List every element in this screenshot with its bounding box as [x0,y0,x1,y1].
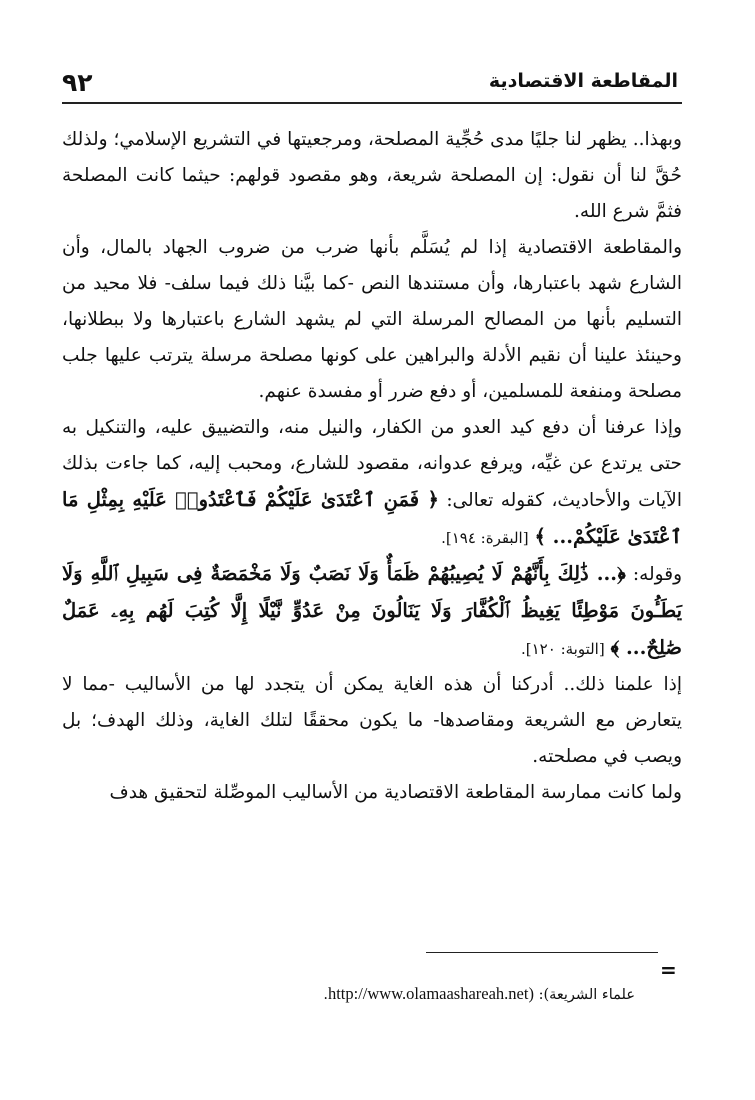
running-title: المقاطعة الاقتصادية [488,70,678,92]
footnote-suffix: . [323,987,328,1003]
footnote-source: علماء الشريعة): [533,987,635,1003]
paragraph-3 [62,410,682,556]
paragraph-2: والمقاطعة الاقتصادية إذا لم يُسَلَّم بأنها ضرب من ضروب الجهاد بالمال، وأن الشارع شهد باعتبارها، وأن مستندها النص -كما بيَّنا ذلك فيما سلف- فلا محيد من التسليم بأنها من المصالح المرسلة التي لم يشهد الشارع باعتبارها ولا ببطلانها، وحينئذ علينا أن نقيم الأدلة والبراهين على كونها مصلحة مرسلة يترتب عليها جلب مصلحة ومنفعة للمسلمين، أو دفع ضرر أو مفسدة عنهم. [62,237,682,402]
paragraph-3-text: وإذا عرفنا أن دفع كيد العدو من الكفار، والنيل منه، والتضييق عليه، والتنكيل به حتى يرتدع عن غيِّه، ويرفع عدوانه، مقصود للشارع، ومحبب إليه، كما جاءت بذلك الآيات والأحاديث، كقوله تعالى: [62,417,682,511]
page-header [62,62,682,104]
body-text [62,122,682,811]
quran-verse-tawbah: ﴿... ذَٰلِكَ بِأَنَّهُمْ لَا يُصِيبُهُمْ ظَمَأٌ وَلَا نَصَبٌ وَلَا مَخْمَصَةٌ فِى سَبِيلِ ٱللَّهِ وَلَا يَطَـُٔونَ مَوْطِئًا يَغِيظُ ٱلْكُفَّارَ وَلَا يَنَالُونَ مِنْ عَدُوٍّ نَّيْلًا إِلَّا كُتِبَ لَهُم بِهِۦ عَمَلٌ صَٰلِحٌ... ﴾ [62,562,682,659]
paragraph-4-text: وقوله: [632,564,683,585]
paragraph-6: ولما كانت ممارسة المقاطعة الاقتصادية من الأساليب الموصِّلة لتحقيق هدف [109,782,682,803]
page-number: ٩٢ [62,68,93,97]
quran-verse-baqarah: ﴿ فَمَنِ ٱعْتَدَىٰ عَلَيْكُمْ فَٱعْتَدُوا۟ عَلَيْهِ بِمِثْلِ مَا ٱعْتَدَىٰ عَلَيْكُمْ... ﴾ [62,488,682,548]
footnote-divider [426,952,658,953]
verse-reference-tawbah: [التوبة: ١٢٠]. [521,640,605,658]
footnote-continuation-mark: = [660,958,677,982]
paragraph-5: إذا علمنا ذلك.. أدركنا أن هذه الغاية يمكن أن يتجدد لها من الأساليب -مما لا يتعارض مع الشريعة ومقاصدها- ما يكون محققًا لتلك الغاية، وذلك الهدف؛ بل ويصب في مصلحته. [62,674,682,767]
footnote-url: (http://www.olamaashareah.net [327,984,534,1003]
paragraph-1: وبهذا.. يظهر لنا جليًا مدى حُجِّية المصلحة، ومرجعيتها في التشريع الإسلامي؛ ولذلك حُقَّ لنا أن نقول: إن المصلحة شريعة، وهو مقصود قولهم: حيثما كانت المصلحة فثمَّ شرع الله. [62,129,682,222]
footnote [323,984,635,1004]
paragraph-4 [62,556,682,667]
verse-reference-baqarah: [البقرة: ١٩٤]. [441,529,529,547]
